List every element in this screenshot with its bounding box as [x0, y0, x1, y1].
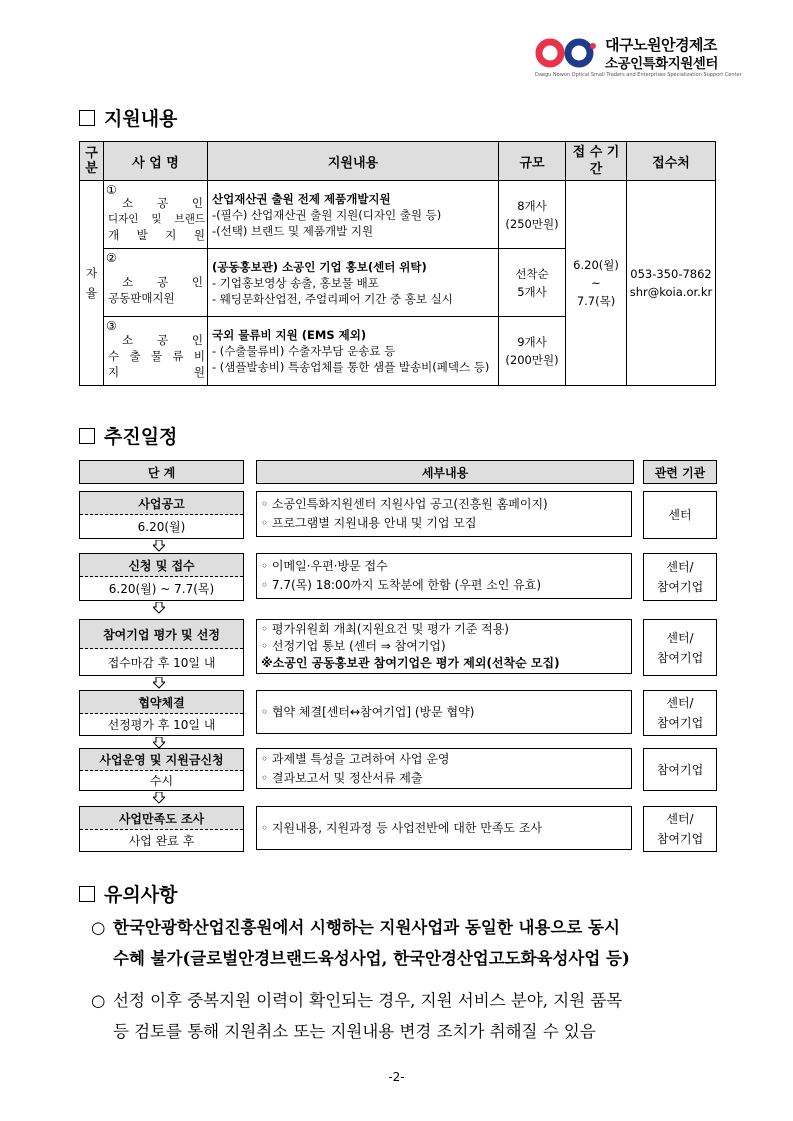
header-category-text: 구 분 [85, 146, 98, 176]
logo-icon [535, 38, 601, 68]
contact-phone: 053-350-7862 [630, 267, 712, 281]
step-title: 사업만족도 조사 [80, 807, 243, 830]
detail-line: ◦ 과제별 특성을 고려하여 사업 운영 [261, 751, 450, 766]
support-table [79, 141, 716, 386]
schedule-step [79, 491, 244, 539]
content-cell: 국외 물류비 지원 (EMS 제외) - (수출물류비) 수출자부담 운송료 등 - (샘플발송비) 특송업체를 통한 샘플 발송비(페덱스 등) [208, 317, 499, 386]
note-item: ○ 한국안광학산업진흥원에서 시행하는 지원사업과 동일한 내용으로 동시 수혜 불가(글로벌안경브랜드육성사업, 한국안경산업고도화육성사업 등) [91, 918, 630, 968]
step-org: 센터/ 참여기업 [643, 806, 717, 852]
program-name-cell: ③ 소 공 인 수 출 물 류 비 지 원 [104, 317, 208, 386]
program-name-cell: ① 소 공 인 디자인 및 브랜드 개 발 지 원 [104, 181, 208, 249]
step-title: 참여기업 평가 및 선정 [80, 620, 243, 649]
logo-title: 대구노원안경제조 [605, 36, 717, 54]
schedule-header-step: 단 계 [79, 460, 244, 484]
detail-line: ◦ 이메일·우편·방문 접수 [261, 559, 388, 573]
step-date: 사업 완료 후 [128, 834, 195, 848]
step-title: 협약체결 [80, 691, 243, 714]
step-date: 접수마감 후 10일 내 [107, 655, 216, 670]
schedule-step [79, 619, 244, 676]
page-number: -2- [388, 1070, 405, 1084]
checkbox-icon [79, 428, 95, 444]
scale-cell: 8개사 (250만원) [499, 181, 566, 249]
step-details [256, 690, 632, 734]
step-details [256, 619, 632, 674]
program-name-cell: ② 소 공 인 공동판매지원 [104, 249, 208, 317]
table-row [80, 181, 716, 249]
schedule-step [79, 748, 244, 791]
schedule-step [79, 806, 244, 852]
logo-subtitle: 소공인특화지원센터 [605, 56, 718, 72]
period-cell: 6.20(월) ~ 7.7(목) [566, 181, 627, 386]
arrow-down-icon [153, 792, 165, 804]
checkbox-icon [79, 886, 95, 902]
scale-cell: 선착순 5개사 [499, 249, 566, 317]
header-category [80, 142, 104, 181]
step-org: 센터/ 참여기업 [643, 619, 717, 676]
header-scale: 규모 [499, 142, 566, 181]
arrow-down-icon [153, 602, 165, 614]
detail-line: ◦ 평가위원회 개최(지원요건 및 평가 기준 적용) [261, 622, 509, 636]
schedule-header-detail: 세부내용 [256, 460, 634, 484]
checkbox-icon [79, 110, 95, 126]
header-period: 접 수 기 간 [566, 142, 627, 181]
header-content: 지원내용 [208, 142, 499, 181]
step-org: 센터/ 참여기업 [643, 690, 717, 736]
content-cell: (공동홍보관) 소공인 기업 홍보(센터 위탁) - 기업홍보영상 송출, 홍보물 배포 - 웨딩문화산업전, 주얼리페어 기간 중 홍보 실시 [208, 249, 499, 317]
detail-line: ◦ 결과보고서 및 정산서류 제출 [261, 770, 423, 785]
step-date: 6.20(월) ~ 7.7(목) [108, 582, 215, 596]
detail-line: ◦ 프로그램별 지원내용 안내 및 기업 모집 [261, 516, 477, 530]
step-details [256, 748, 632, 789]
detail-line: ◦ 소공인특화지원센터 지원사업 공고(진흥원 홈페이지) [261, 497, 548, 511]
step-date: 수시 [149, 774, 174, 788]
step-org: 센터 [643, 491, 717, 539]
detail-line: ◦ 지원내용, 지원과정 등 사업전반에 대한 만족도 조사 [261, 820, 543, 835]
schedule-step [79, 690, 244, 736]
arrow-down-icon [153, 540, 165, 552]
content-cell: 산업재산권 출원 전제 제품개발지원 -(필수) 산업재산권 출원 지원(디자인 출원 등) -(선택) 브랜드 및 제품개발 지원 [208, 181, 499, 249]
logo-english: Daegu Nowon Optical Small Traders and Enterprises Specialization Support Center [535, 72, 742, 78]
contact-email[interactable]: shr@koia.or.kr [629, 285, 713, 299]
step-title: 사업운영 및 지원금신청 [80, 749, 243, 771]
category-cell: 자 율 [80, 181, 104, 386]
section-schedule-heading: 추진일정 [79, 422, 177, 449]
detail-line: ◦ 7.7(목) 18:00까지 도착분에 한함 (우편 소인 유효) [261, 578, 542, 592]
contact-cell [627, 181, 716, 386]
note-item: ○ 선정 이후 중복지원 이력이 확인되는 경우, 지원 서비스 분야, 지원 품목 등 검토를 통해 지원취소 또는 지원내용 변경 조치가 취해질 수 있음 [91, 991, 623, 1041]
detail-line: ◦ 협약 체결[센터↔참여기업] (방문 협약) [261, 704, 475, 719]
header-contact: 접수처 [627, 142, 716, 181]
step-title: 신청 및 접수 [80, 554, 243, 577]
detail-note: ※소공인 공동홍보관 참여기업은 평가 제외(선착순 모집) [261, 656, 560, 670]
step-date: 6.20(월) [137, 520, 186, 534]
scale-cell: 9개사 (200만원) [499, 317, 566, 386]
detail-line: ◦ 선정기업 통보 (센터 ⇒ 참여기업) [261, 639, 446, 653]
step-org: 센터/ 참여기업 [643, 553, 717, 601]
arrow-down-icon [153, 677, 165, 689]
step-details [256, 553, 632, 599]
table-header-row [80, 142, 716, 181]
step-details [256, 806, 632, 850]
header-program: 사 업 명 [104, 142, 208, 181]
step-title: 사업공고 [80, 492, 243, 515]
step-org: 참여기업 [643, 748, 717, 791]
schedule-header-org: 관련 기관 [643, 460, 717, 484]
step-details [256, 491, 632, 537]
section-notes-heading: 유의사항 [79, 880, 177, 907]
step-date: 선정평가 후 10일 내 [107, 718, 216, 732]
section-support-heading: 지원내용 [79, 104, 177, 131]
schedule-step [79, 553, 244, 601]
